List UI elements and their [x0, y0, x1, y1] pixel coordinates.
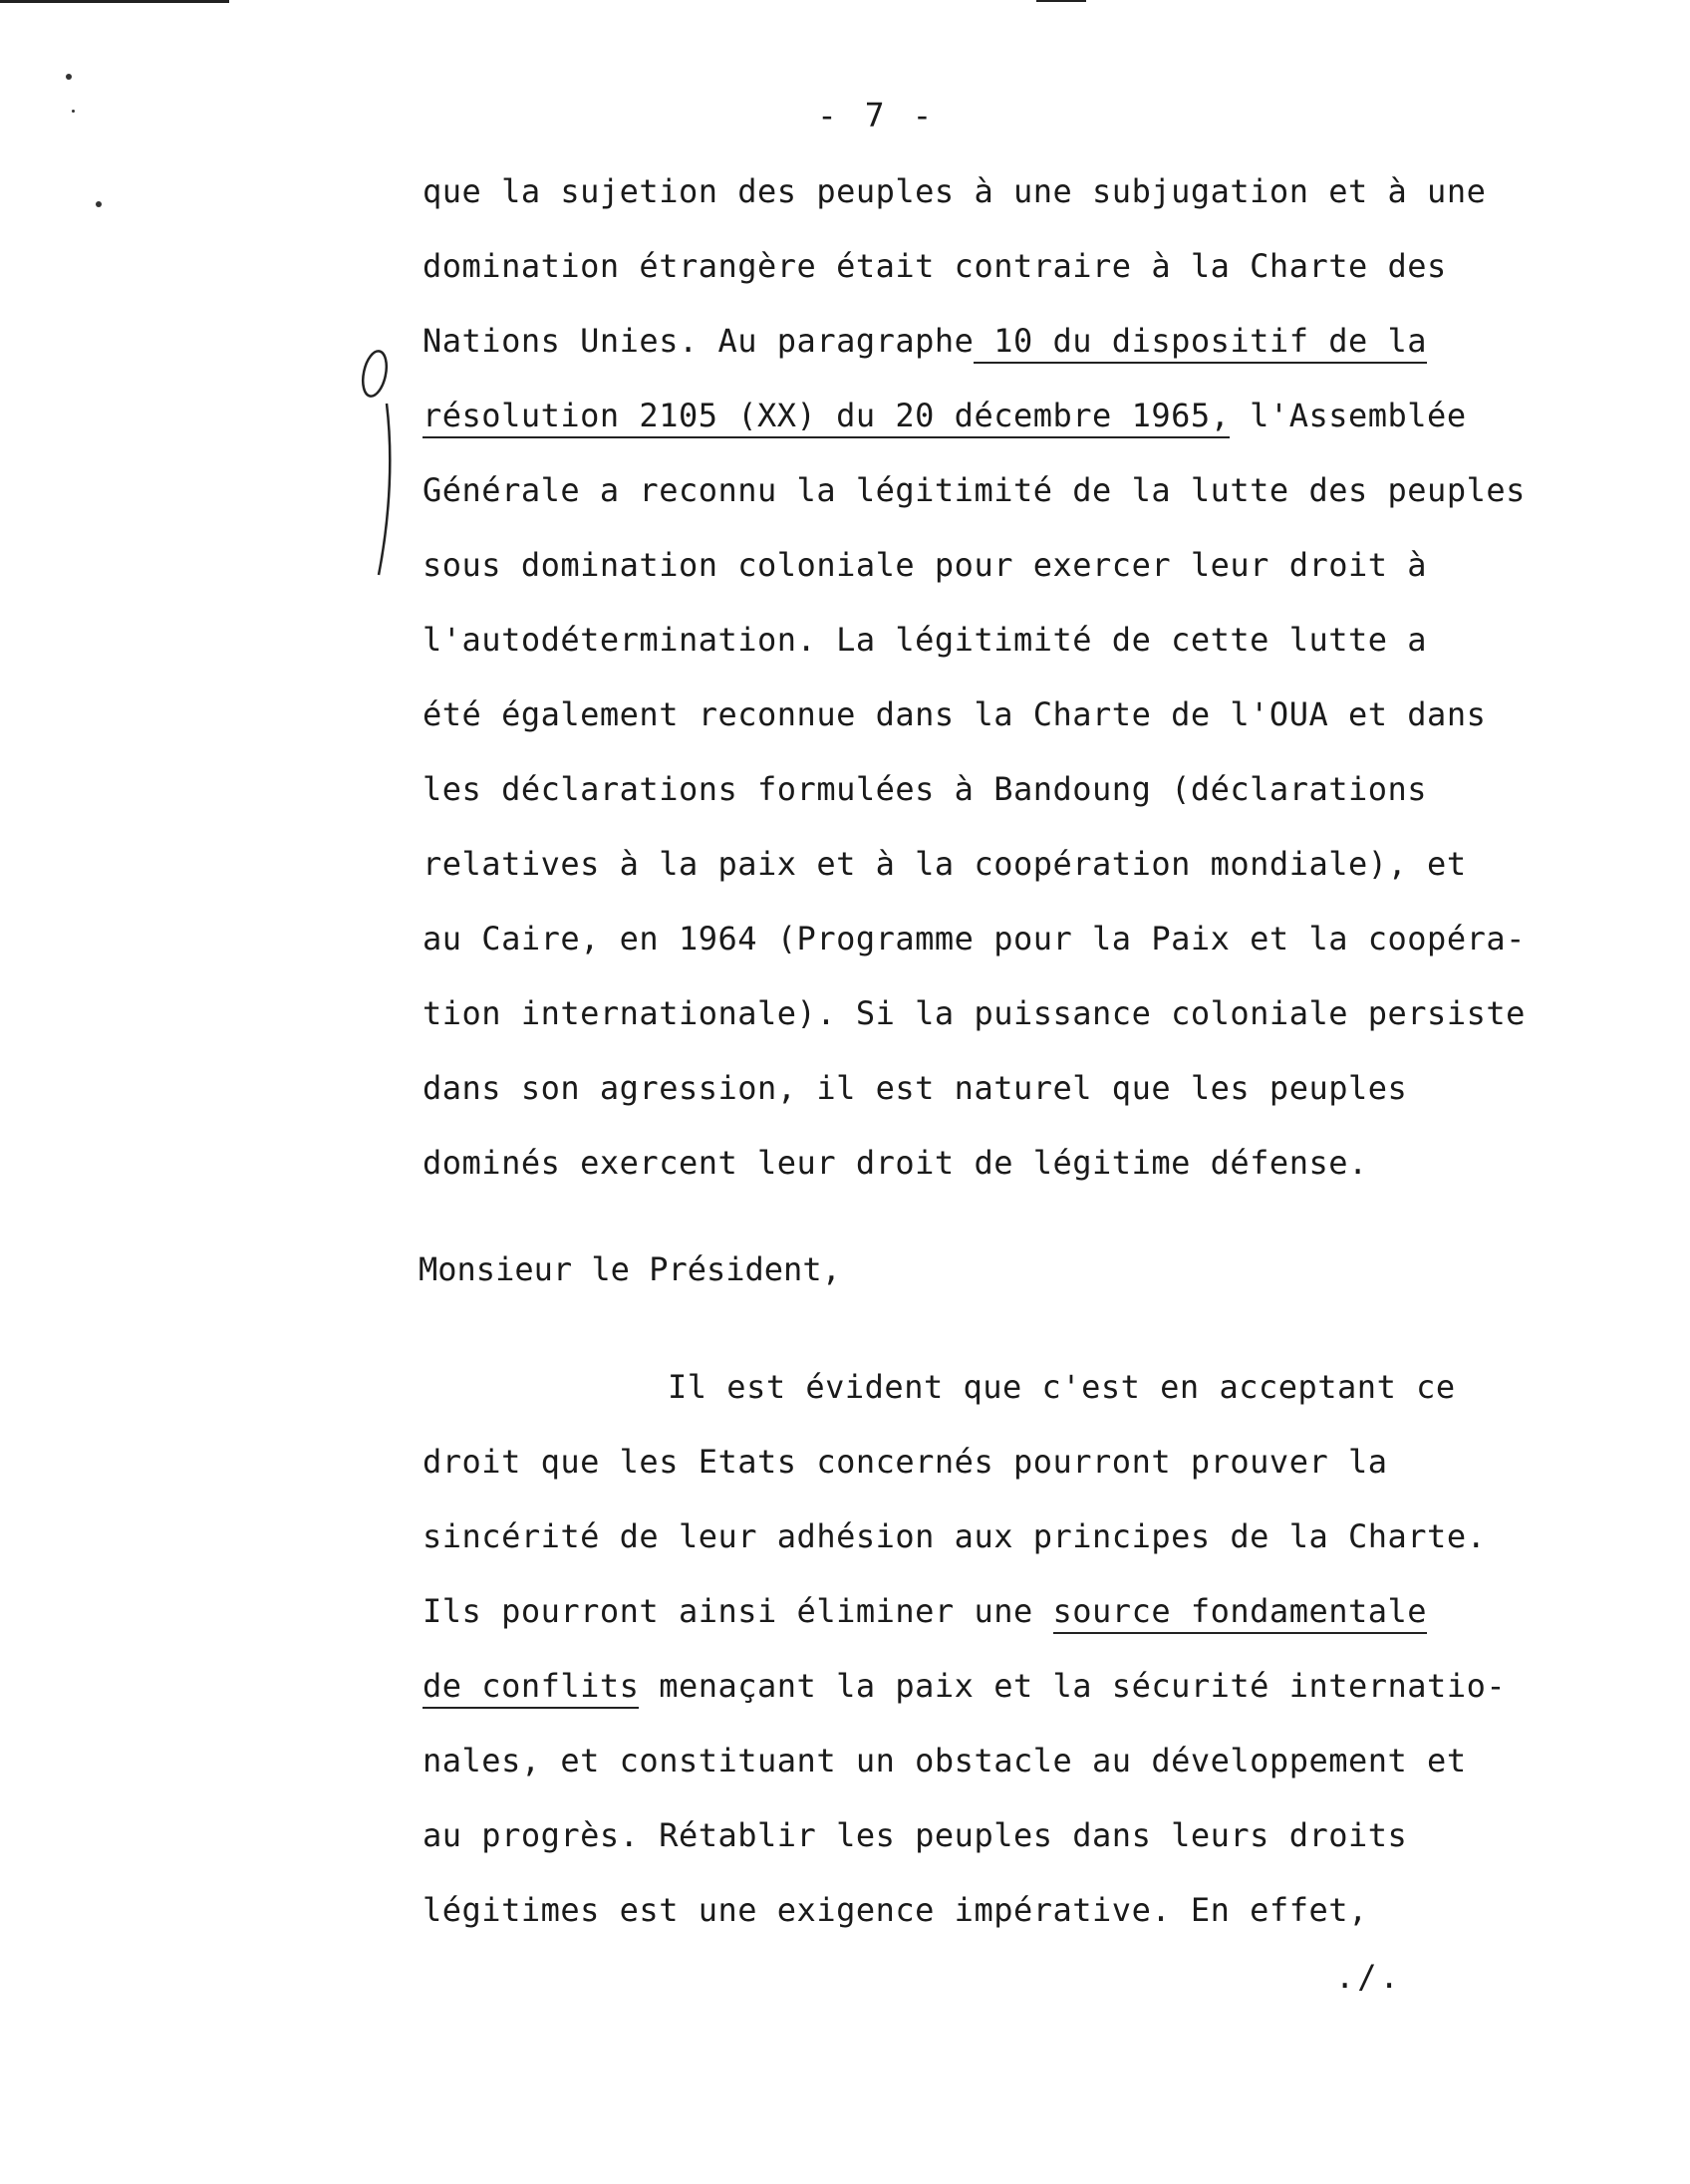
- text-line: les déclarations formulées à Bandoung (déclarations: [422, 770, 1428, 808]
- text-line: [422, 304, 1526, 379]
- text-line: légitimes est une exigence impérative. En effet,: [422, 1891, 1368, 1929]
- underlined-text: 10 du dispositif de la: [974, 322, 1427, 364]
- text-segment: menaçant la paix et la sécurité internatio-: [639, 1667, 1507, 1705]
- continuation-mark: ./.: [1335, 1958, 1402, 1996]
- text-line: que la sujetion des peuples à une subjugation et à une: [422, 172, 1487, 210]
- page-number: - 7 -: [817, 96, 937, 135]
- text-line: nales, et constituant un obstacle au développement et: [422, 1742, 1467, 1779]
- text-line: Générale a reconnu la légitimité de la lutte des peuples: [422, 471, 1526, 509]
- underlined-text: résolution 2105 (XX) du 20 décembre 1965,: [422, 397, 1230, 438]
- text-line-indented: Il est évident que c'est en acceptant ce: [668, 1368, 1456, 1406]
- text-line: tion internationale). Si la puissance coloniale persiste: [422, 994, 1526, 1032]
- margin-bracket-annotation: [349, 344, 409, 583]
- text-line: l'autodétermination. La légitimité de cette lutte a: [422, 621, 1428, 659]
- text-line: [422, 1649, 1506, 1724]
- paragraph-1: [422, 154, 1526, 1201]
- text-segment: l'Assemblée: [1230, 397, 1467, 434]
- text-line: sincérité de leur adhésion aux principes de la Charte.: [422, 1517, 1487, 1555]
- paragraph-2: [422, 1350, 1506, 1948]
- text-line: domination étrangère était contraire à la Charte des: [422, 247, 1447, 285]
- text-line: [422, 379, 1526, 453]
- text-line: au progrès. Rétablir les peuples dans leurs droits: [422, 1816, 1408, 1854]
- salutation: Monsieur le Président,: [419, 1250, 841, 1288]
- text-line: dans son agression, il est naturel que les peuples: [422, 1069, 1408, 1107]
- text-line: droit que les Etats concernés pourront prouver la: [422, 1443, 1388, 1481]
- text-segment: Nations Unies. Au paragraphe: [422, 322, 975, 360]
- scan-speck: [72, 110, 75, 113]
- underlined-text: de conflits: [422, 1667, 639, 1709]
- text-line: au Caire, en 1964 (Programme pour la Paix et la coopéra-: [422, 920, 1526, 957]
- scan-speck: [96, 201, 102, 207]
- underlined-text: source fondamentale: [1053, 1592, 1428, 1634]
- text-line: [422, 1574, 1506, 1649]
- top-edge-rule: [0, 0, 229, 3]
- text-line: sous domination coloniale pour exercer leur droit à: [422, 546, 1428, 584]
- text-line: dominés exercent leur droit de légitime défense.: [422, 1144, 1368, 1182]
- scan-speck: [66, 74, 72, 80]
- text-line: été également reconnue dans la Charte de l'OUA et dans: [422, 695, 1487, 733]
- text-line: relatives à la paix et à la coopération mondiale), et: [422, 845, 1467, 883]
- top-edge-rule: [1036, 0, 1086, 2]
- text-segment: Ils pourront ainsi éliminer une: [422, 1592, 1053, 1630]
